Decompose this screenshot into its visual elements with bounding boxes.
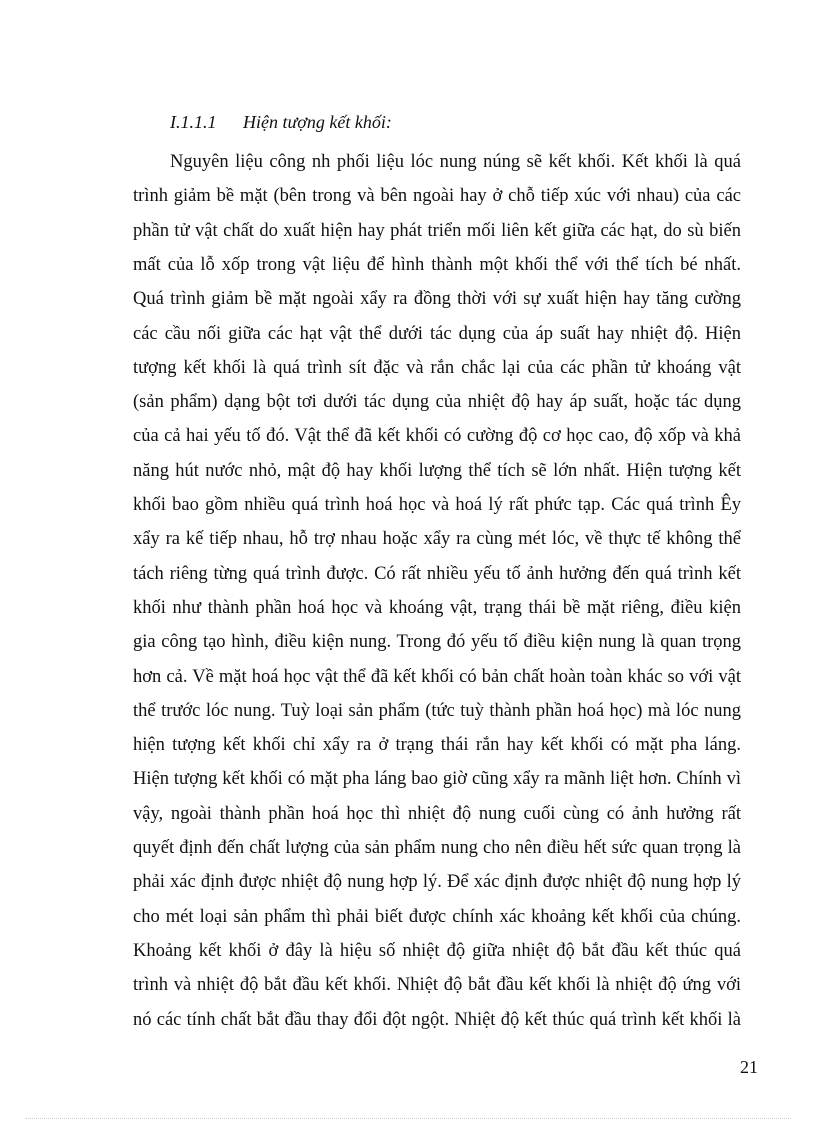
text-line: Nguyên liệu công nh phối liệu lóc nung núng sẽ kết khối. Kết khối là quá (170, 152, 741, 172)
text-line: Hiện tượng kết khối có mặt pha láng bao giờ cũng xẩy ra mãnh liệt hơn. Chính vì (133, 769, 741, 790)
text-line: quyết định đến chất lượng của sản phẩm nung cho nên điều hết sức quan trọng là (133, 838, 741, 858)
text-line: khối bao gồm nhiều quá trình hoá học và hoá lý rất phức tạp. Các quá trình Êy (133, 495, 741, 515)
text-line: trình giảm bề mặt (bên trong và bên ngoài hay ở chỗ tiếp xúc với nhau) của các (133, 186, 741, 207)
section-heading (170, 112, 392, 133)
text-line: năng hút nước nhỏ, mật độ hay khối lượng thể tích sẽ lớn nhất. Hiện tượng kết (133, 460, 741, 481)
text-line: hơn cả. Về mặt hoá học vật thể đã kết khối có bản chất hoàn toàn khác so với vật (133, 666, 741, 687)
text-line: khối như thành phần hoá học và khoáng vật, trạng thái bề mặt riêng, điều kiện (133, 597, 741, 618)
text-line: hiện tượng kết khối chỉ xẩy ra ở trạng thái rắn hay kết khối có mặt pha láng. (133, 735, 741, 756)
text-line: mất của lỗ xốp trong vật liệu để hình thành một khối thể với thể tích bé nhất. (133, 254, 741, 275)
text-line: cho mét loại sản phẩm thì phải biết được chính xác khoảng kết khối của chúng. (133, 906, 741, 927)
text-line: phải xác định được nhiệt độ nung hợp lý. Để xác định được nhiệt độ nung hợp lý (133, 872, 741, 893)
text-line: tách riêng từng quá trình được. Có rất nhiều yếu tố ảnh hưởng đến quá trình kết (133, 563, 741, 584)
text-line: thể trước lóc nung. Tuỳ loại sản phẩm (tức tuỳ thành phần hoá học) mà lóc nung (133, 700, 741, 721)
text-line: phần tử vật chất do xuất hiện hay phát triển mối liên kết giữa các hạt, do sù biến (133, 220, 741, 241)
section-title: Hiện tượng kết khối: (243, 112, 392, 132)
text-line: vậy, ngoài thành phần hoá học thì nhiệt độ nung cuối cùng có ảnh hưởng rất (133, 803, 741, 824)
text-line: (sản phẩm) dạng bột tơi dưới tác dụng của nhiệt độ hay áp suất, hoặc tác dụng (133, 392, 741, 413)
section-number: I.1.1.1 (170, 112, 217, 132)
text-line: tượng kết khối là quá trình sít đặc và rắn chắc lại của các phần tử khoáng vật (133, 357, 741, 378)
text-line: Khoảng kết khối ở đây là hiệu số nhiệt độ giữa nhiệt độ bắt đầu kết thúc quá (133, 940, 741, 961)
text-line: của cả hai yếu tố đó. Vật thể đã kết khối có cường độ cơ học cao, độ xốp và khả (133, 426, 741, 447)
page-bottom-rule (25, 1118, 791, 1119)
text-line: trình và nhiệt độ bắt đầu kết khối. Nhiệt độ bắt đầu kết khối là nhiệt độ ứng với (133, 975, 741, 996)
text-line: nó các tính chất bắt đầu thay đổi đột ngột. Nhiệt độ kết thúc quá trình kết khối là (133, 1009, 741, 1030)
text-line: Quá trình giảm bề mặt ngoài xẩy ra đồng thời với sự xuất hiện hay tăng cường (133, 289, 741, 310)
text-line: xẩy ra kế tiếp nhau, hỗ trợ nhau hoặc xẩy ra cùng mét lóc, về thực tế không thể (133, 529, 741, 550)
text-line: gia công tạo hình, điều kiện nung. Trong đó yếu tố điều kiện nung là quan trọng (133, 632, 741, 653)
page-number: 21 (740, 1057, 758, 1077)
text-line: các cầu nối giữa các hạt vật thể dưới tác dụng của áp suất hay nhiệt độ. Hiện (133, 323, 741, 344)
